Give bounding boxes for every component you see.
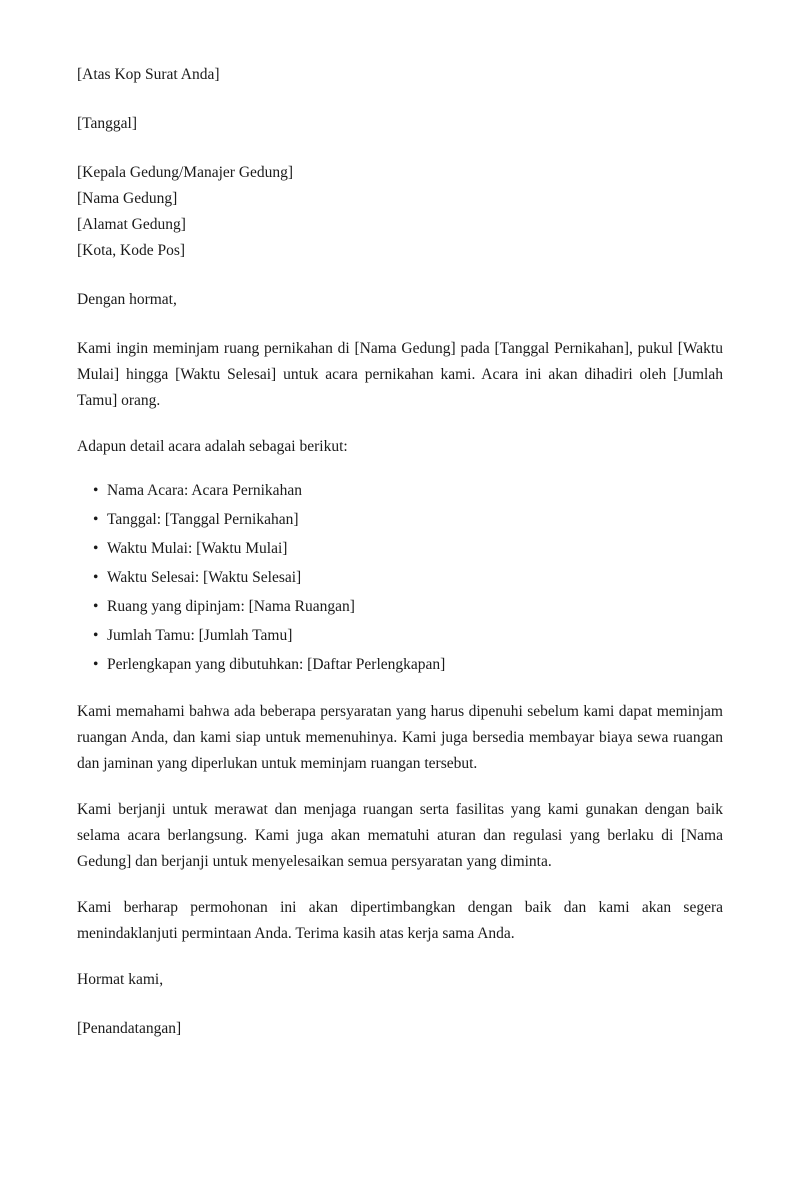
spacer [77,460,723,480]
bullet-icon: • [93,569,99,586]
spacer [77,947,723,967]
spacer [77,264,723,287]
list-item-label: Jumlah Tamu: [Jumlah Tamu] [107,627,293,644]
list-item [77,654,723,676]
bullet-icon: • [93,482,99,499]
list-item-label: Waktu Mulai: [Waktu Mulai] [107,540,288,557]
salutation: Dengan hormat, [77,291,177,308]
recipient-venue: [Nama Gedung] [77,190,178,207]
letter-body [77,62,723,1042]
list-item-label: Tanggal: [Tanggal Pernikahan] [107,511,299,528]
list-item-label: Nama Acara: Acara Pernikahan [107,482,302,499]
recipient-address: [Alamat Gedung] [77,216,186,233]
bullet-icon: • [93,511,99,528]
details-lead: Adapun detail acara adalah sebagai berikut: [77,438,348,455]
recipient-title: [Kepala Gedung/Manajer Gedung] [77,164,294,181]
spacer [77,875,723,895]
list-item [77,538,723,560]
list-item [77,567,723,589]
paragraph-commitment: Kami berjanji untuk merawat dan menjaga ruangan serta fasilitas yang kami gunakan dengan baik selama acara berlangsung. Kami juga akan mematuhi aturan dan regulasi yang berlaku di [Nama Gedung] dan berjanji untuk menyelesaikan semua persyaratan yang diminta. [77,801,723,870]
bullet-icon: • [93,627,99,644]
spacer [77,993,723,1016]
paragraph-requirements: Kami memahami bahwa ada beberapa persyaratan yang harus dipenuhi sebelum kami dapat meminjam ruangan Anda, dan kami siap untuk memenuhinya. Kami juga bersedia membayar biaya sewa ruangan dan jaminan yang diperlukan untuk meminjam ruangan tersebut. [77,703,723,772]
spacer [77,313,723,336]
bullet-icon: • [93,540,99,557]
list-item-label: Perlengkapan yang dibutuhkan: [Daftar Perlengkapan] [107,656,446,673]
paragraph-intro: Kami ingin meminjam ruang pernikahan di [Nama Gedung] pada [Tanggal Pernikahan], pukul [Waktu Mulai] hingga [Waktu Selesai] untuk acara pernikahan kami. Acara ini akan dihadiri oleh [Jumlah Tamu] orang. [77,340,723,409]
signature-placeholder: [Penandatangan] [77,1020,182,1037]
bullet-icon: • [93,598,99,615]
recipient-address-block [77,160,723,264]
valediction: Hormat kami, [77,971,164,988]
list-item [77,509,723,531]
bullet-icon: • [93,656,99,673]
list-item [77,480,723,502]
date-placeholder: [Tanggal] [77,115,138,132]
paragraph-closing: Kami berharap permohonan ini akan dipertimbangkan dengan baik dan kami akan segera menindaklanjuti permintaan Anda. Terima kasih atas kerja sama Anda. [77,899,723,942]
spacer [77,676,723,699]
spacer [77,88,723,111]
spacer [77,137,723,160]
event-details-list [77,480,723,676]
list-item [77,596,723,618]
letterhead-placeholder: [Atas Kop Surat Anda] [77,66,220,83]
list-item [77,625,723,647]
list-item-label: Waktu Selesai: [Waktu Selesai] [107,569,302,586]
spacer [77,777,723,797]
spacer [77,414,723,434]
list-item-label: Ruang yang dipinjam: [Nama Ruangan] [107,598,355,615]
recipient-city-postal: [Kota, Kode Pos] [77,242,186,259]
